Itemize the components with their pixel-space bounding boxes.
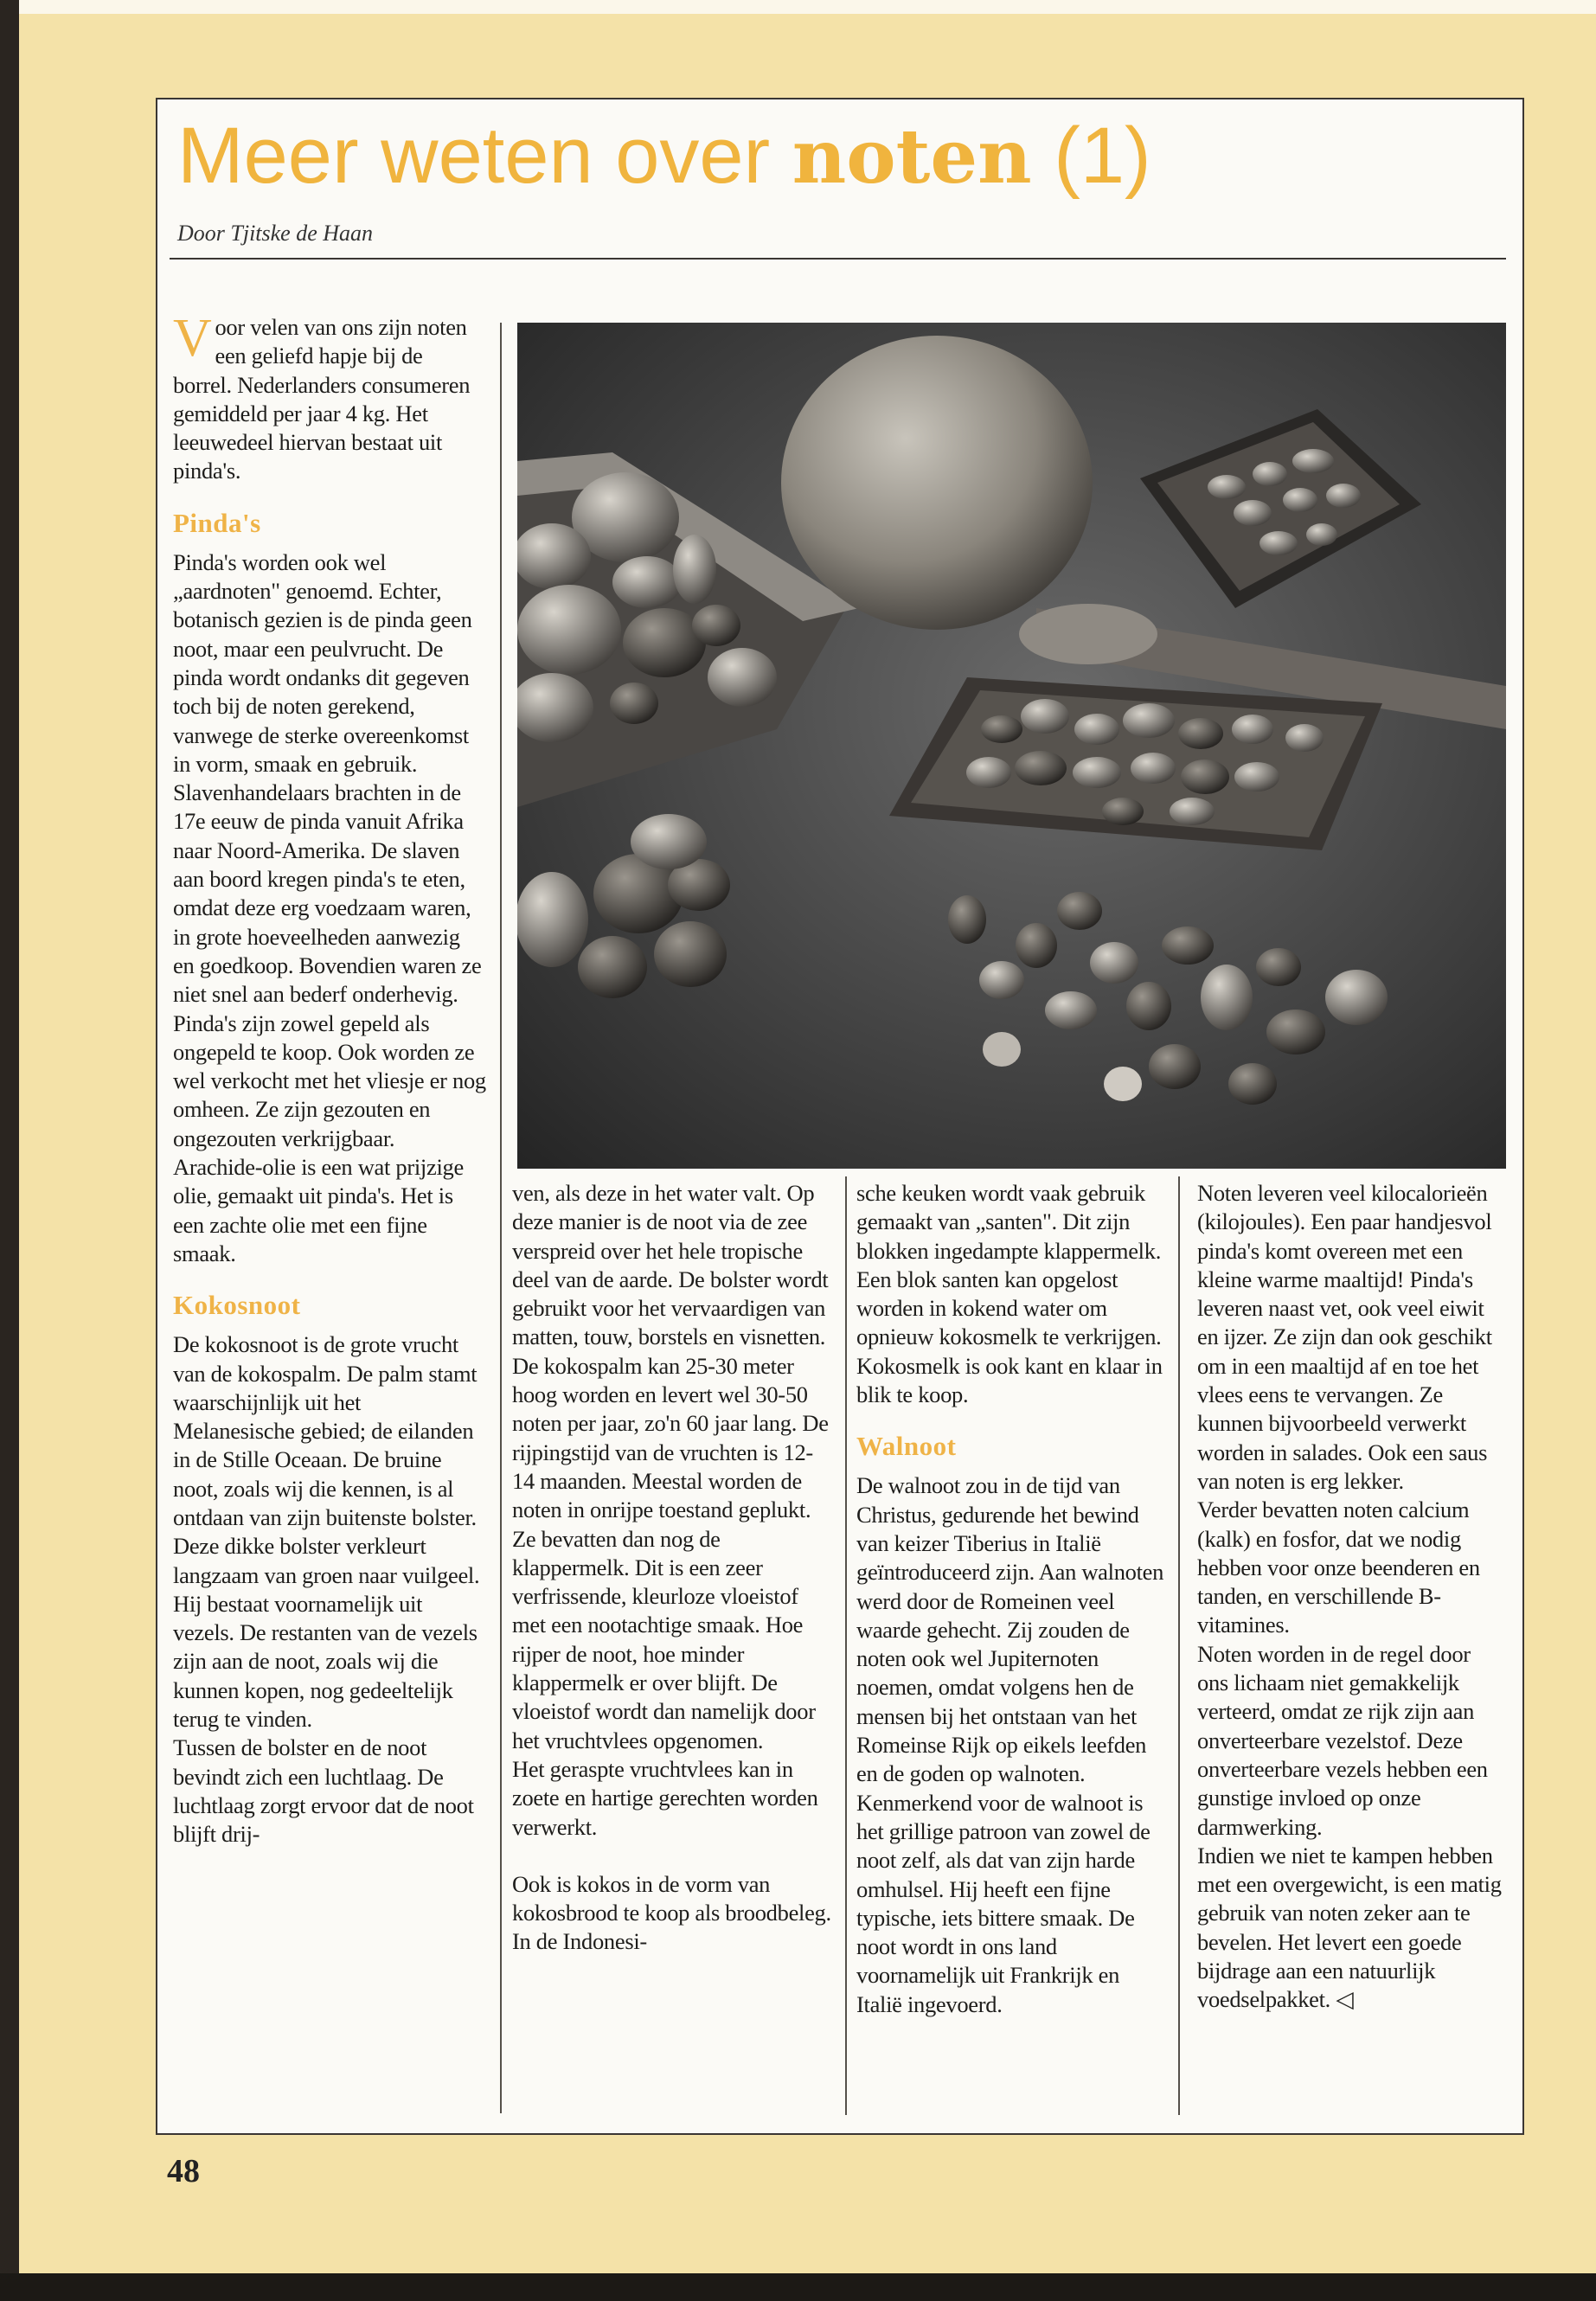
column-divider-2: [845, 1176, 847, 2115]
column-divider-3: [1178, 1176, 1180, 2115]
kokos-paragraph-1: De kokosnoot is de grote vrucht van de kokospalm. De palm stamt waarschijnlijk uit het Melanesische gebied; de eilanden in de Stille Oceaan. De bruine noot, zoals wij die kennen, is al ontdaan van zijn buitenste bolster. Deze dikke bolster verkleurt langzaam van groen naar vuilgeel. Hij bestaat voornamelijk uit vezels. De restanten van de vezels zijn aan de noot, zoals wij die kunnen kopen, nog gedeeltelijk terug te vinden.: [173, 1331, 480, 1733]
title-light: Meer weten over: [177, 112, 771, 200]
scan-left-edge: [0, 0, 19, 2301]
heading-pinda: Pinda's: [173, 507, 261, 538]
intro-paragraph: [173, 309, 486, 486]
column-3: [856, 1179, 1168, 2019]
voeding-paragraph-2: Verder bevatten noten calcium (kalk) en fosfor, dat we nodig hebben voor onze beenderen en tanden, en verschillende B-vitamines.: [1197, 1497, 1480, 1638]
voeding-paragraph-3: Noten worden in de regel door ons lichaam niet gemakkelijk verteerd, omdat ze rijk zijn aan onverteerbare vezelstof. Deze onverteerbare vezels hebben een gunstige invloed op onze darmwerking.: [1197, 1640, 1488, 1840]
column-divider-1: [500, 323, 502, 2113]
kokos-paragraph-6: Ook is kokos in de vorm van kokosbrood te koop als broodbeleg. In de Indonesi-: [512, 1870, 831, 1955]
column-2: [512, 1179, 832, 1957]
intro-text: oor velen van ons zijn noten een geliefd hapje bij de borrel. Nederlanders consumeren gemiddeld per jaar 4 kg. Het leeuwedeel hiervan bestaat uit pinda's.: [173, 314, 471, 484]
heading-kokosnoot: Kokosnoot: [173, 1290, 301, 1321]
kokos-paragraph-3: ven, als deze in het water valt. Op deze manier is de noot via de zee verspreid over het hele tropische deel van de aarde. De bolster wordt gebruikt voor het vervaardigen van matten, touw, borstels en visnetten.: [512, 1180, 829, 1350]
nuts-photo-icon: [517, 323, 1506, 1169]
kokos-paragraph-5: Het geraspte vruchtvlees kan in zoete en hartige gerechten worden verwerkt.: [512, 1755, 818, 1840]
voeding-paragraph-4: Indien we niet te kampen hebben met een overgewicht, is een matig gebruik van noten zeker aan te bevelen. Het levert een goede bijdrage aan een natuurlijk voedselpakket. ◁: [1197, 1842, 1502, 2013]
column-4: [1197, 1179, 1504, 2015]
scan-top-edge: [0, 0, 1596, 14]
kokos-paragraph-2: Tussen de bolster en de noot bevindt zich een luchtlaag. De luchtlaag zorgt ervoor dat de noot blijft drij-: [173, 1734, 474, 1848]
heading-walnoot: Walnoot: [856, 1431, 957, 1462]
byline: Door Tjitske de Haan: [177, 221, 374, 246]
santen-paragraph: sche keuken wordt vaak gebruik gemaakt van „santen". Dit zijn blokken ingedampte klappermelk. Een blok santen kan opgelost worden in kokend water om opnieuw kokosmelk te verkrijgen. Kokosmelk is ook kant en klaar in blik te koop.: [856, 1180, 1163, 1408]
column-1: [173, 309, 486, 1849]
pinda-paragraph-2: Slavenhandelaars brachten in de 17e eeuw de pinda vanuit Afrika naar Noord-Amerika. De slaven aan boord kregen pinda's te eten, omdat deze erg voedzaam waren, in grote hoeveelheden aanwezig en goedkoop. Bovendien waren ze niet snel aan bederf onderhevig.: [173, 779, 482, 1008]
article-title: [177, 108, 1151, 205]
title-bold: noten: [792, 113, 1032, 201]
walnoot-paragraph-1: De walnoot zou in de tijd van Christus, gedurende het bewind van keizer Tiberius in Italië geïntroduceerd zijn. Aan walnoten werd door de Romeinen veel waarde gehecht. Zij zouden de noten ook wel Jupiternoten noemen, omdat volgens hen de mensen bij het ontstaan van het Romeinse Rijk op eikels leefden en de goden op walnoten.: [856, 1472, 1164, 1787]
title-suffix: (1): [1054, 112, 1151, 200]
voeding-paragraph-1: Noten leveren veel kilocalorieën (kilojoules). Een paar handjesvol pinda's komt overeen met een kleine warme maaltijd! Pinda's leveren naast vet, ook veel eiwit en ijzer. Ze zijn dan ook geschikt om in een maaltijd af en toe het vlees eens te vervangen. Ze kunnen bijvoorbeeld verwerkt worden in salades. Ook een saus van noten is erg lekker.: [1197, 1180, 1492, 1494]
walnoot-paragraph-2: Kenmerkend voor de walnoot is het grillige patroon van zowel de noot zelf, als dat van zijn harde omhulsel. Hij heeft een fijne typische, iets bittere smaak. De noot wordt in ons land voornamelijk uit Frankrijk en Italië ingevoerd.: [856, 1789, 1151, 2017]
kokos-paragraph-4: De kokospalm kan 25-30 meter hoog worden en levert wel 30-50 noten per jaar, zo'n 60 jaar lang. De rijpingstijd van de vruchten is 12-14 maanden. Meestal worden de noten in onrijpe toestand geplukt. Ze bevatten dan nog de klappermelk. Dit is een zeer verfrissende, kleurloze vloeistof met een nootachtige smaak. Hoe rijper de noot, hoe minder klappermelk er over blijft. De vloeistof wordt dan namelijk door het vruchtvlees opgenomen.: [512, 1352, 829, 1753]
nuts-photo: [517, 323, 1506, 1169]
pinda-paragraph-3: Pinda's zijn zowel gepeld als ongepeld te koop. Ook worden ze wel verkocht met het vliesje er nog omheen. Ze zijn gezouten en ongezouten verkrijgbaar. Arachide-olie is een wat prijzige olie, gemaakt uit pinda's. Het is een zachte olie met een fijne smaak.: [173, 1009, 486, 1266]
page-number: 48: [167, 2153, 200, 2189]
scan-bottom-edge: [0, 2273, 1596, 2301]
dropcap: V: [173, 309, 212, 368]
title-rule: [170, 258, 1506, 260]
pinda-paragraph-1: Pinda's worden ook wel „aardnoten" genoemd. Echter, botanisch gezien is de pinda geen noot, maar een peulvrucht. De pinda wordt ondanks dit gegeven toch bij de noten gerekend, vanwege de sterke overeenkomst in vorm, smaak en gebruik.: [173, 548, 472, 777]
